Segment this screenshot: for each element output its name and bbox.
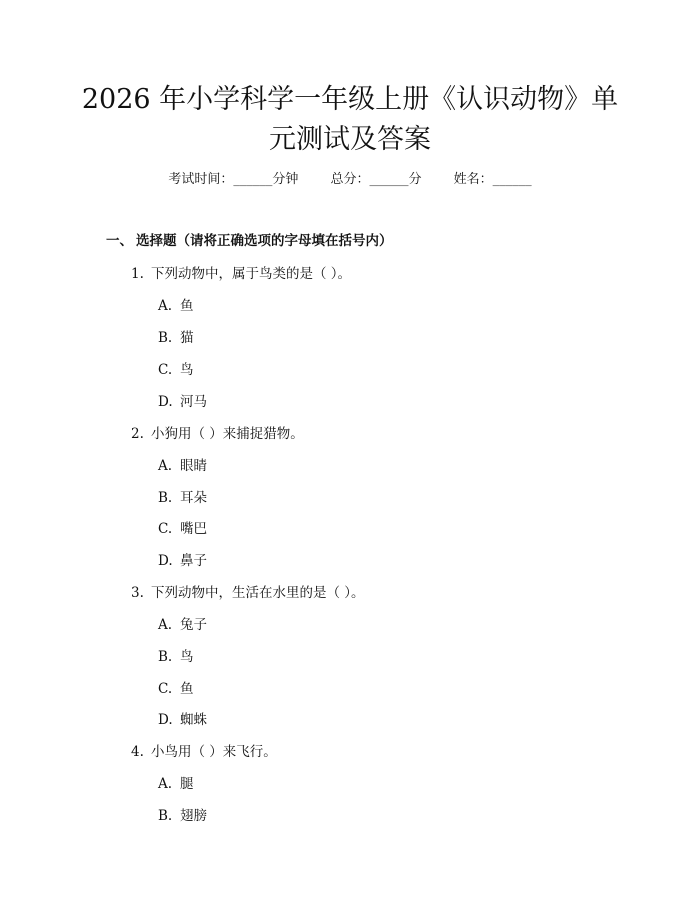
question-3-option-c: [158, 677, 194, 697]
option-letter: B.: [158, 330, 173, 346]
question-number: 2.: [131, 426, 144, 442]
section-number: 一、: [106, 233, 133, 249]
question-number: 3.: [131, 585, 144, 601]
option-letter: D.: [158, 394, 173, 410]
option-letter: A.: [158, 298, 173, 314]
question-text: 下列动物中，生活在水里的是（ ）。: [151, 585, 365, 601]
option-letter: D.: [158, 712, 173, 728]
option-text: 兔子: [180, 617, 207, 633]
option-text: 嘴巴: [180, 521, 207, 537]
option-letter: B.: [158, 649, 173, 665]
question-3-option-d: [158, 708, 207, 728]
exam-time: 考试时间：______分钟: [168, 172, 299, 187]
question-3-option-a: [158, 613, 207, 633]
student-name: 姓名：______: [453, 172, 532, 187]
option-letter: A.: [158, 776, 173, 792]
exam-meta: [0, 168, 700, 187]
question-number: 4.: [131, 744, 144, 760]
question-4: [131, 740, 277, 760]
question-1-option-a: [158, 294, 194, 314]
option-text: 眼睛: [180, 458, 207, 474]
title-line-1: 2026 年小学科学一年级上册《认识动物》单: [81, 84, 619, 115]
option-text: 蜘蛛: [180, 712, 207, 728]
option-text: 猫: [180, 330, 194, 346]
option-text: 耳朵: [180, 490, 207, 506]
question-1-option-c: [158, 358, 194, 378]
question-number: 1.: [131, 266, 144, 282]
question-1-option-b: [158, 326, 194, 346]
option-letter: C.: [158, 681, 173, 697]
question-3: [131, 581, 365, 601]
title-line-2: 元测试及答案: [269, 124, 431, 155]
question-3-option-b: [158, 645, 194, 665]
option-text: 翅膀: [180, 808, 207, 824]
question-text: 小狗用（ ）来捕捉猎物。: [151, 426, 304, 442]
option-letter: B.: [158, 490, 173, 506]
section-heading: [106, 229, 393, 249]
question-4-option-a: [158, 772, 194, 792]
option-text: 河马: [180, 394, 207, 410]
exam-score: 总分：______分: [330, 172, 422, 187]
option-text: 鸟: [180, 649, 194, 665]
option-letter: A.: [158, 458, 173, 474]
option-text: 鱼: [180, 681, 194, 697]
question-1-option-d: [158, 390, 207, 410]
option-text: 鼻子: [180, 553, 207, 569]
option-text: 腿: [180, 776, 194, 792]
question-2-option-c: [158, 517, 207, 537]
question-text: 下列动物中，属于鸟类的是（ ）。: [151, 266, 352, 282]
question-2-option-b: [158, 486, 207, 506]
question-2-option-d: [158, 549, 207, 569]
question-2: [131, 422, 304, 442]
section-title: 选择题（请将正确选项的字母填在括号内）: [136, 233, 393, 249]
question-2-option-a: [158, 454, 207, 474]
page-title: [60, 80, 640, 160]
option-letter: A.: [158, 617, 173, 633]
question-text: 小鸟用（ ）来飞行。: [151, 744, 277, 760]
option-text: 鸟: [180, 362, 194, 378]
option-letter: D.: [158, 553, 173, 569]
option-letter: C.: [158, 521, 173, 537]
option-letter: C.: [158, 362, 173, 378]
option-text: 鱼: [180, 298, 194, 314]
option-letter: B.: [158, 808, 173, 824]
question-4-option-b: [158, 804, 207, 824]
question-1: [131, 262, 351, 282]
